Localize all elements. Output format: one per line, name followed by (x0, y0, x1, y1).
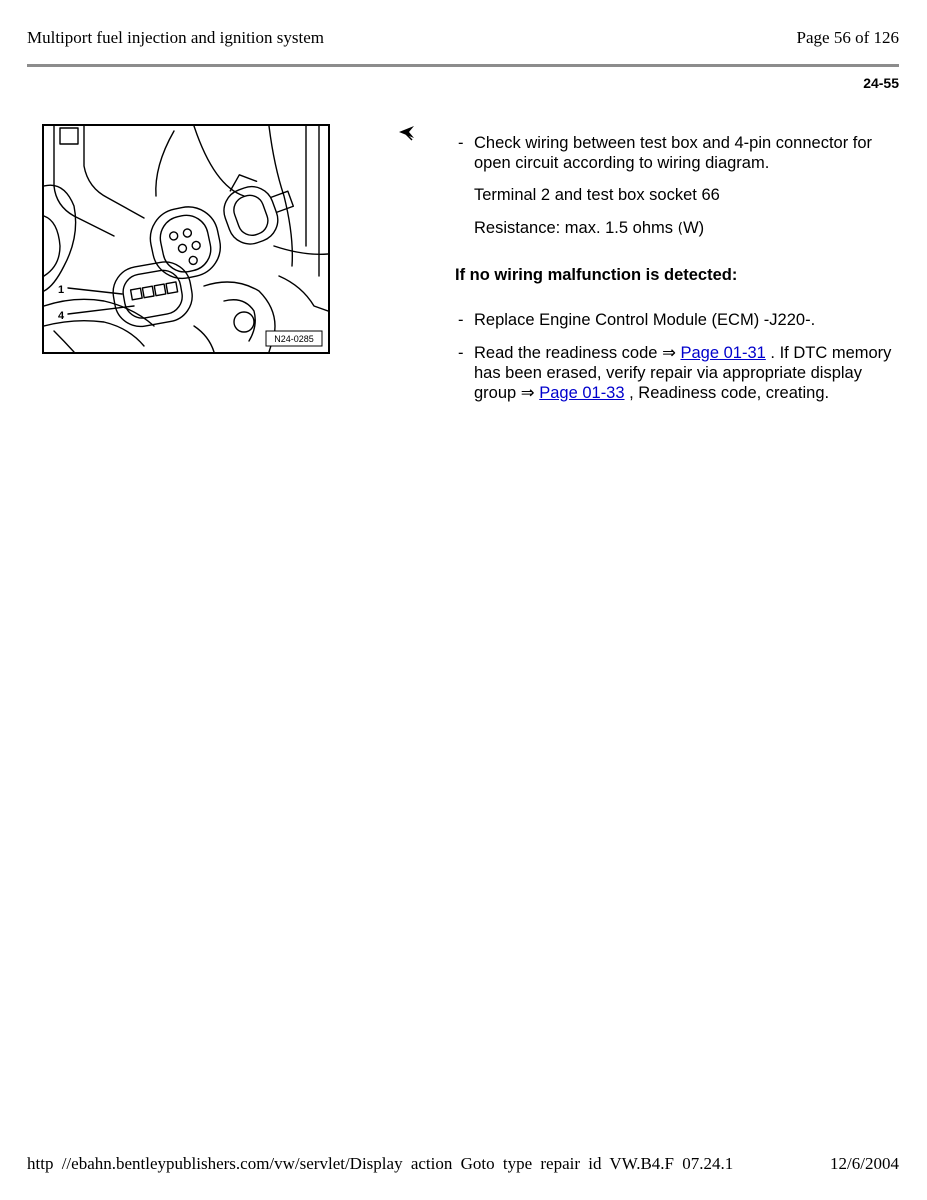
figure-code: N24-0285 (274, 334, 314, 344)
ohm-symbol: ( (677, 221, 684, 237)
resistance-line (455, 218, 895, 239)
callout-label-1: 1 (58, 284, 65, 296)
footer-url: http //ebahn.bentleypublishers.com/vw/servlet/Display action Goto type repair id VW.B4.F 07.24.1 (27, 1154, 734, 1173)
step-text-part: Read the readiness code (474, 344, 658, 362)
terminal-line: Terminal 2 and test box socket 66 (474, 186, 720, 204)
bullet-dash: - (458, 344, 464, 362)
page-01-33-link[interactable]: Page 01-33 (539, 384, 625, 402)
step-text: Check wiring between test box and 4-pin connector for open circuit according to wiring diagram. (474, 134, 873, 172)
step-replace-ecm (455, 310, 895, 330)
figure-pointer-icon (398, 124, 416, 142)
step-text-part: . If DTC memory has been erased, verify repair via appropriate display group (474, 344, 892, 402)
section-heading: If no wiring malfunction is detected: (455, 266, 738, 284)
header-divider (27, 64, 899, 67)
document-title: Multiport fuel injection and ignition system (27, 28, 324, 47)
step-readiness-code (455, 343, 895, 403)
bullet-dash: - (458, 311, 464, 329)
arrow-icon: ⇒ (662, 344, 676, 362)
step-text: Replace Engine Control Module (ECM) -J220-. (474, 311, 816, 329)
section-number: 24-55 (863, 75, 899, 91)
page-01-31-link[interactable]: Page 01-31 (680, 344, 766, 362)
page-indicator: Page 56 of 126 (796, 28, 899, 47)
step-text (474, 343, 895, 403)
connector-illustration (42, 124, 330, 354)
instruction-content (455, 133, 895, 403)
step-check-wiring (455, 133, 895, 173)
step-text-part: , Readiness code, creating. (629, 384, 830, 402)
footer-date: 12/6/2004 (830, 1154, 899, 1173)
callout-label-4: 4 (58, 310, 65, 322)
arrow-icon: ⇒ (520, 384, 535, 402)
bullet-dash: - (458, 134, 464, 152)
ohm-unit: W) (683, 219, 705, 237)
resistance-text: Resistance: max. 1.5 ohms (474, 219, 673, 237)
